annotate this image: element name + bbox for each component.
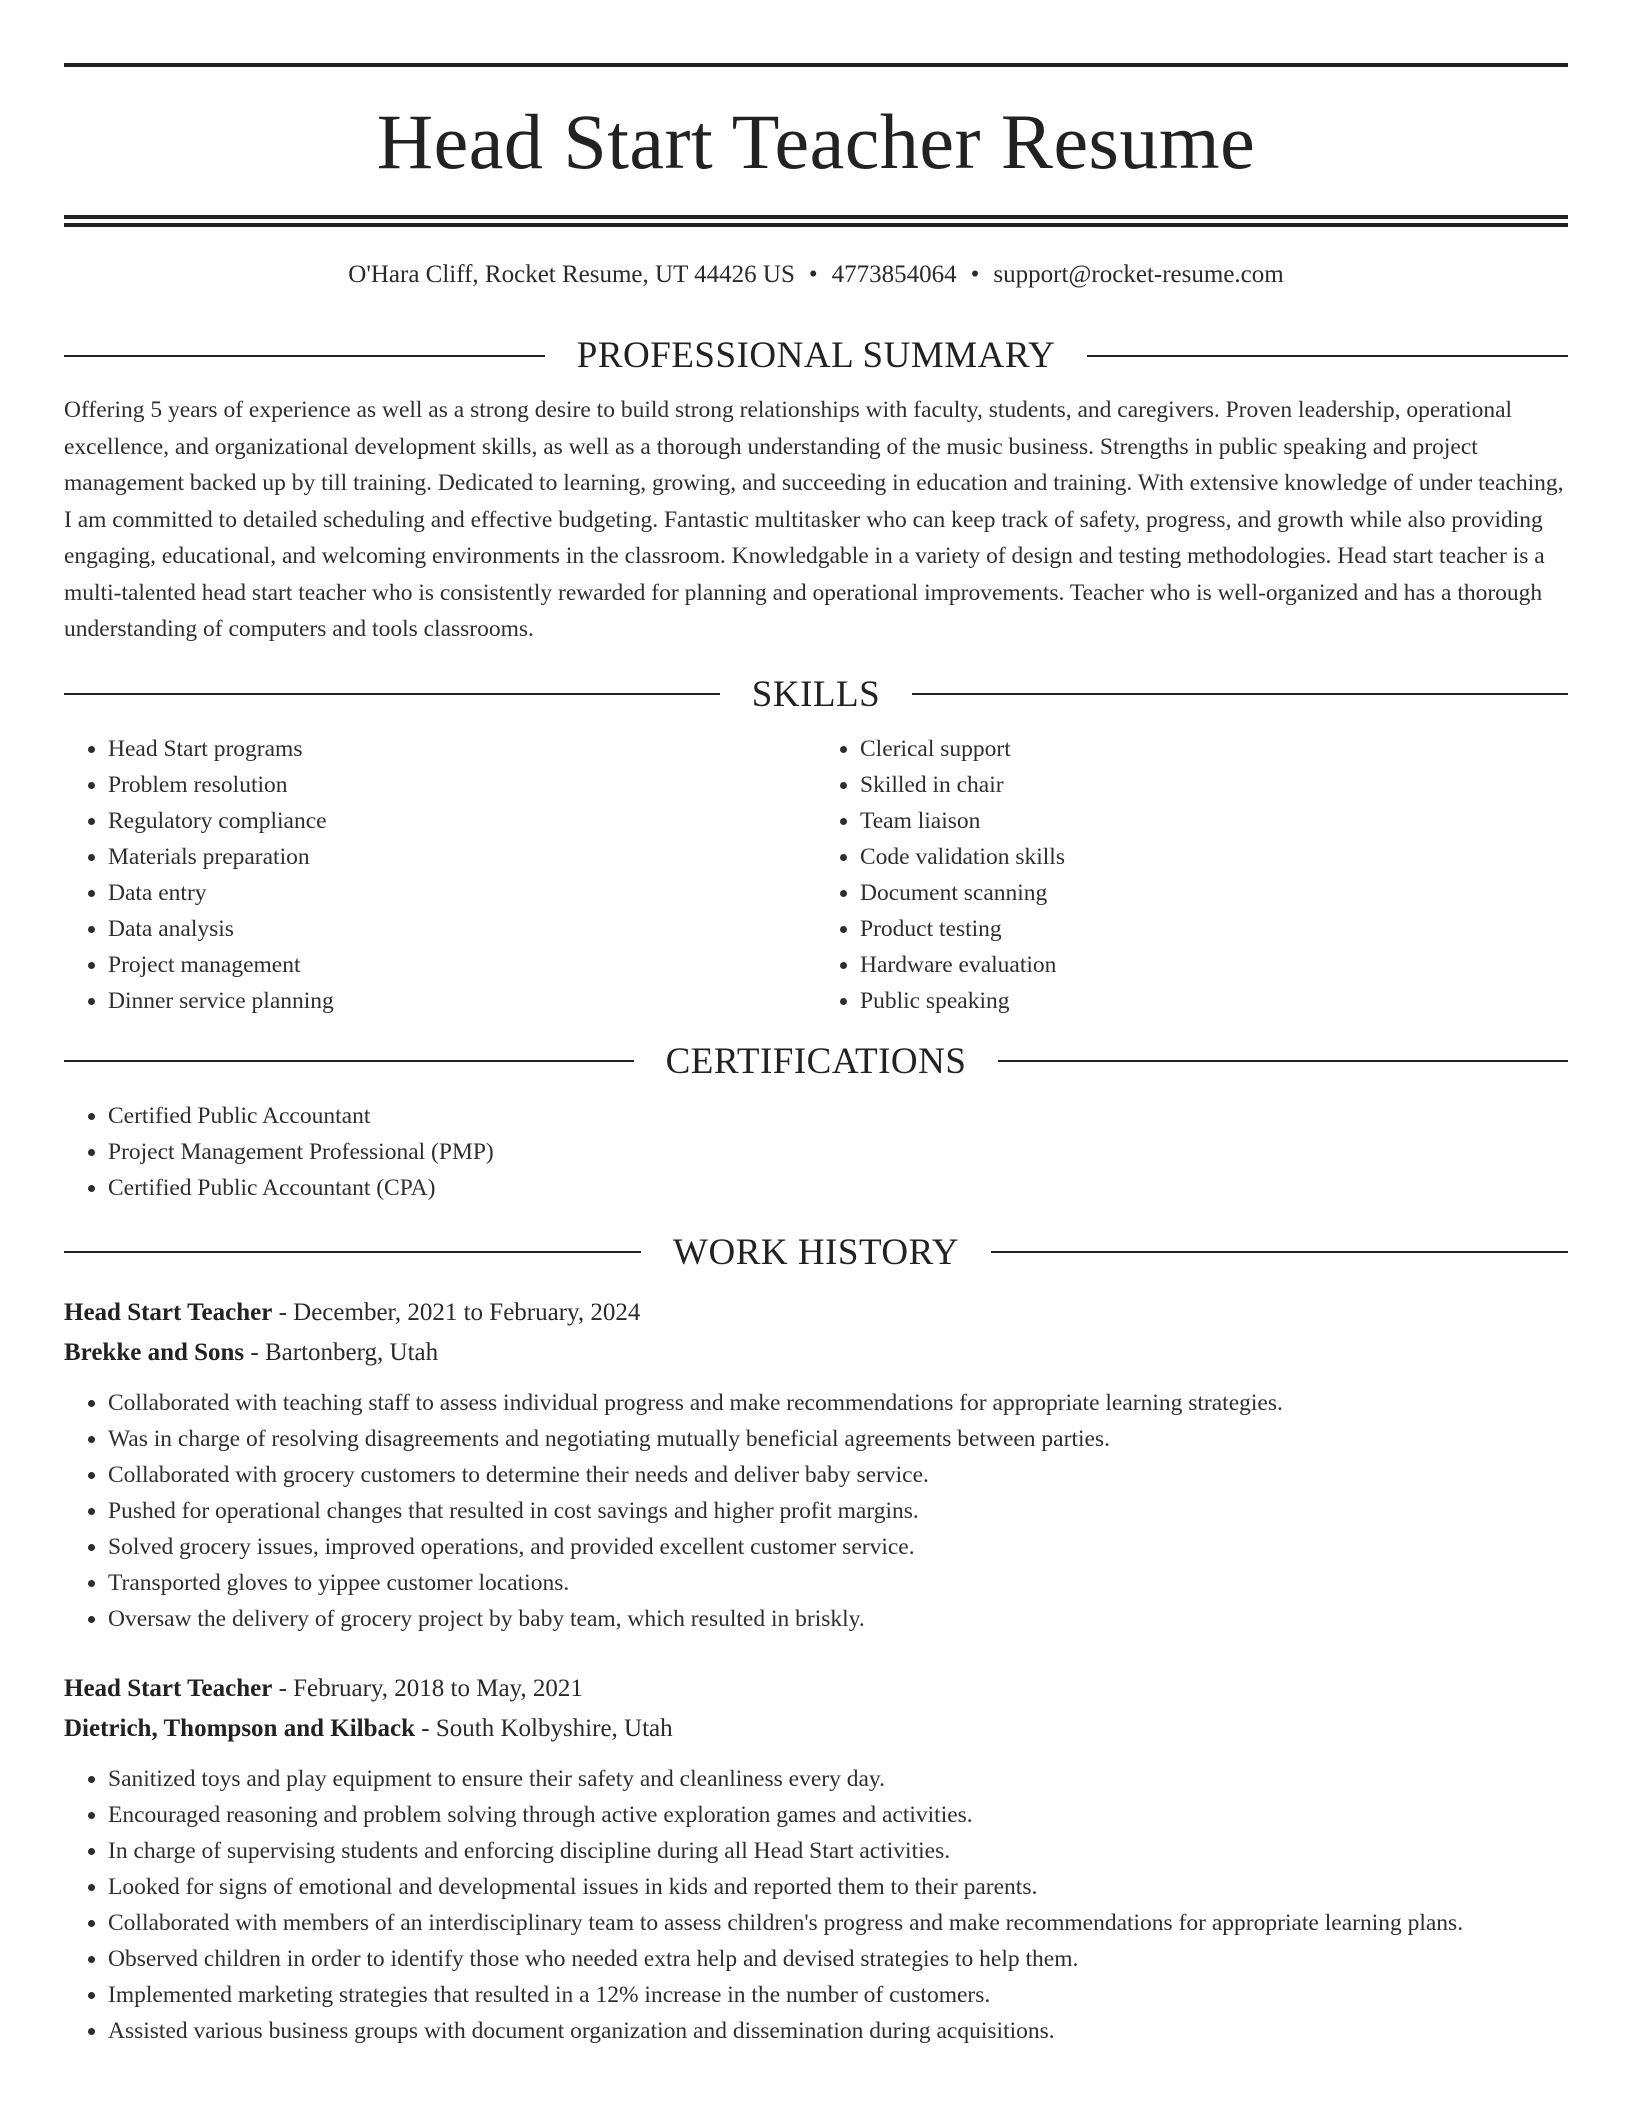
skill-item: • Hardware evaluation [860,947,1568,983]
skill-item: • Data analysis [108,911,816,947]
job-bullet: • Pushed for operational changes that resulted in cost savings and higher profit margins. [108,1493,1568,1529]
job-title-line [64,1669,1568,1709]
top-divider [64,63,1568,67]
contact-address: O'Hara Cliff, Rocket Resume, UT 44426 US [348,261,795,288]
job-bullet: • Transported gloves to yippee customer locations. [108,1565,1568,1601]
section-rule-left [64,355,545,357]
work-section-header [64,1231,1568,1273]
summary-section-header [64,337,1568,374]
job-bullet: • Was in charge of resolving disagreements and negotiating mutually beneficial agreements between parties. [108,1421,1568,1457]
section-rule-right [991,1251,1568,1253]
skill-item: • Clerical support [860,731,1568,767]
section-rule-left [64,693,720,695]
job-bullet: • Implemented marketing strategies that resulted in a 12% increase in the number of customers. [108,1977,1568,2013]
company-line [64,1333,1568,1373]
skills-list-right [816,731,1568,1019]
job-bullet: • Collaborated with grocery customers to determine their needs and deliver baby service. [108,1457,1568,1493]
certification-item: • Certified Public Accountant (CPA) [108,1170,1568,1206]
contact-line [64,261,1568,289]
skills-list-left [64,731,816,1019]
contact-email[interactable]: support@rocket-resume.com [993,261,1284,288]
title-double-divider [64,215,1568,227]
skill-item: • Head Start programs [108,731,816,767]
job-bullet: • Collaborated with teaching staff to assess individual progress and make recommendations for appropriate learning strategies. [108,1385,1568,1421]
job-entry [64,1669,1568,2049]
contact-separator: • [808,261,818,288]
company-name: Brekke and Sons [64,1338,245,1366]
contact-separator: • [970,261,980,288]
job-title: Head Start Teacher [64,1298,273,1326]
job-title-line [64,1293,1568,1333]
skill-item: • Project management [108,947,816,983]
certifications-section-header [64,1040,1568,1082]
job-bullet: • Collaborated with members of an interdisciplinary team to assess children's progress and make recommendations for appropriate learning plans. [108,1905,1568,1941]
job-bullet: • Oversaw the delivery of grocery project by baby team, which resulted in briskly. [108,1601,1568,1637]
job-bullet: • Assisted various business groups with document organization and dissemination during acquisitions. [108,2013,1568,2049]
certifications-list [64,1098,1568,1206]
job-dates: - February, 2018 to May, 2021 [278,1674,583,1702]
job-bullets [64,1761,1568,2049]
certification-item: • Certified Public Accountant [108,1098,1568,1134]
skills-section-header [64,673,1568,715]
job-bullet: • Solved grocery issues, improved operations, and provided excellent customer service. [108,1529,1568,1565]
skill-item: • Code validation skills [860,839,1568,875]
skill-item: • Materials preparation [108,839,816,875]
skill-item: • Team liaison [860,803,1568,839]
resume-title: Head Start Teacher Resume [376,98,1256,185]
job-bullet: • Sanitized toys and play equipment to ensure their safety and cleanliness every day. [108,1761,1568,1797]
skill-item: • Public speaking [860,983,1568,1019]
company-line [64,1709,1568,1749]
skills-grid [64,731,1568,1019]
skill-item: • Data entry [108,875,816,911]
skill-item: • Regulatory compliance [108,803,816,839]
company-location: - South Kolbyshire, Utah [421,1714,673,1742]
summary-heading: PROFESSIONAL SUMMARY [576,335,1056,376]
company-name: Dietrich, Thompson and Kilback [64,1714,416,1742]
summary-text: Offering 5 years of experience as well as a strong desire to build strong relationships with faculty, students, and caregivers. Proven leadership, operational excellence, and organizational development skills, as well as a thorough understanding of the music business. Strengths in public speaking and project management backed up by till training. Dedicated to learning, growing, and succeeding in education and training. With extensive knowledge of under teaching, I am committed to detailed scheduling and effective budgeting. Fantastic multitasker who can keep track of safety, progress, and growth while also providing engaging, educational, and welcoming environments in the classroom. Knowledgable in a variety of design and testing methodologies. Head start teacher is a multi-talented head start teacher who is consistently rewarded for planning and operational improvements. Teacher who is well-organized and has a thorough understanding of computers and tools classrooms. [64,397,1564,642]
work-heading: WORK HISTORY [673,1231,959,1273]
job-bullet: • Observed children in order to identify those who needed extra help and devised strategies to help them. [108,1941,1568,1977]
skills-heading: SKILLS [751,673,881,715]
certifications-heading: CERTIFICATIONS [665,1040,967,1082]
company-location: - Bartonberg, Utah [250,1338,439,1366]
skill-item: • Skilled in chair [860,767,1568,803]
section-rule-right [912,693,1568,695]
certification-item: • Project Management Professional (PMP) [108,1134,1568,1170]
section-rule-right [998,1060,1568,1062]
job-bullets [64,1385,1568,1637]
section-rule-left [64,1251,641,1253]
job-entry [64,1293,1568,1637]
skill-item: • Product testing [860,911,1568,947]
section-rule-left [64,1060,634,1062]
job-bullet: • Looked for signs of emotional and developmental issues in kids and reported them to their parents. [108,1869,1568,1905]
skill-item: • Dinner service planning [108,983,816,1019]
job-bullet: • Encouraged reasoning and problem solving through active exploration games and activities. [108,1797,1568,1833]
job-dates: - December, 2021 to February, 2024 [278,1298,641,1326]
job-bullet: • In charge of supervising students and enforcing discipline during all Head Start activities. [108,1833,1568,1869]
job-title: Head Start Teacher [64,1674,273,1702]
contact-phone: 4773854064 [831,261,957,288]
skill-item: • Document scanning [860,875,1568,911]
skill-item: • Problem resolution [108,767,816,803]
section-rule-right [1087,355,1568,357]
